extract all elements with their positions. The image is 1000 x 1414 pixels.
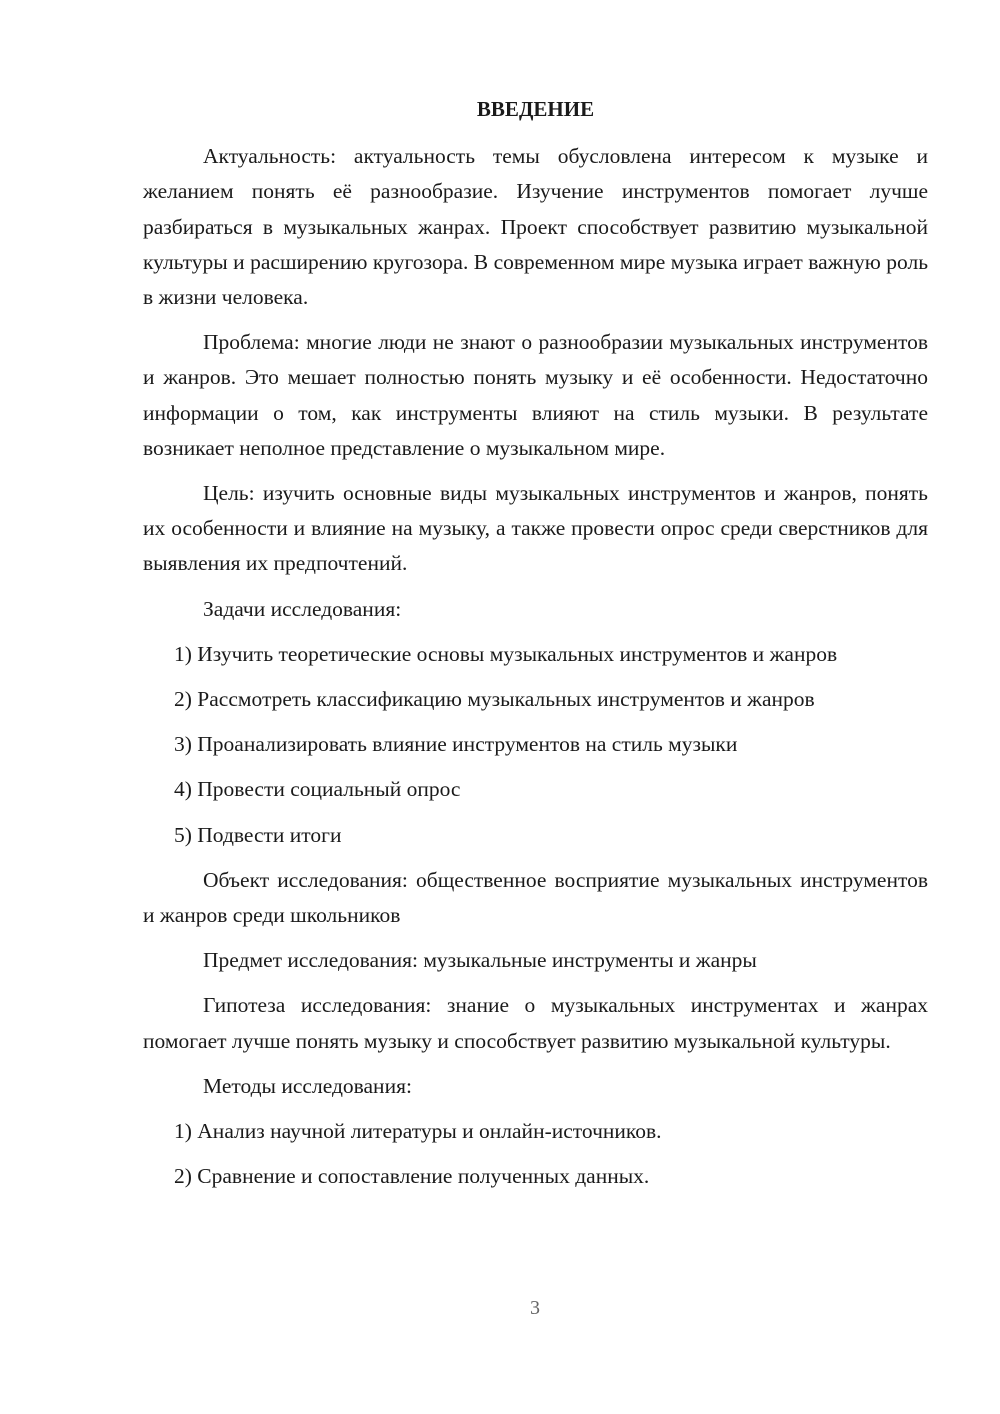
goal-paragraph: Цель: изучить основные виды музыкальных инструментов и жанров, понять их особенности и влияние на музыку, а также провести опрос среди сверстников для выявления их предпочтений. [143, 481, 928, 576]
problem-paragraph: Проблема: многие люди не знают о разнообразии музыкальных инструментов и жанров. Это мешает полностью понять музыку и её особенности. Недостаточно информации о том, как инструменты влияют на стиль музыки. В результате возникает неполное представление о музыкальном мире. [143, 330, 928, 460]
task-item-4: 4) Провести социальный опрос [174, 777, 461, 802]
methods-heading: Методы исследования: [203, 1073, 412, 1098]
subject-paragraph: Предмет исследования: музыкальные инструменты и жанры [203, 948, 757, 973]
method-item-1: 1) Анализ научной литературы и онлайн-источников. [174, 1119, 662, 1144]
document-page [143, 92, 928, 1204]
relevance-paragraph: Актуальность: актуальность темы обусловлена интересом к музыке и желанием понять её разнообразие. Изучение инструментов помогает лучше разбираться в музыкальных жанрах. Проект способствует развитию музыкальной культуры и расширению кругозора. В современном мире музыка играет важную роль в жизни человека. [143, 144, 928, 310]
object-paragraph: Объект исследования: общественное восприятие музыкальных инструментов и жанров среди школьников [143, 867, 928, 928]
task-item-3: 3) Проанализировать влияние инструментов на стиль музыки [174, 732, 738, 757]
task-item-5: 5) Подвести итоги [174, 822, 342, 847]
task-item-2: 2) Рассмотреть классификацию музыкальных инструментов и жанров [174, 687, 815, 712]
page-number: 3 [530, 1297, 540, 1319]
method-item-2: 2) Сравнение и сопоставление полученных данных. [174, 1164, 650, 1189]
task-item-1: 1) Изучить теоретические основы музыкальных инструментов и жанров [174, 641, 838, 666]
page-title: ВВЕДЕНИЕ [476, 97, 595, 121]
hypothesis-paragraph: Гипотеза исследования: знание о музыкальных инструментах и жанрах помогает лучше понять музыку и способствует развитию музыкальной культуры. [143, 993, 928, 1053]
tasks-heading: Задачи исследования: [203, 596, 402, 621]
